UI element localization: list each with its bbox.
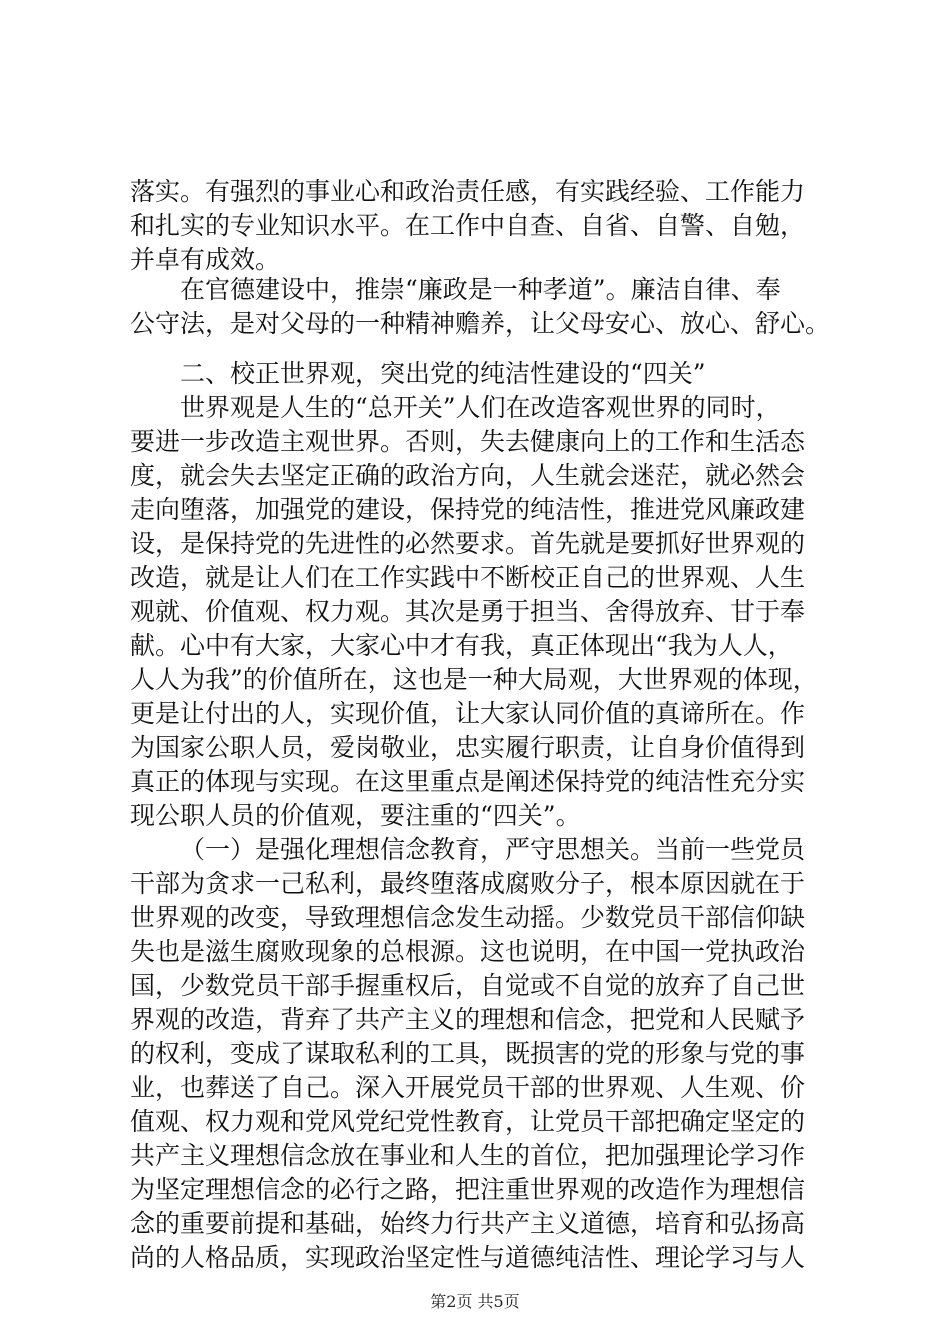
text-line: 度，就会失去坚定正确的政治方向，人生就会迷茫，就必然会	[130, 461, 806, 490]
text-line: 共产主义理想信念放在事业和人生的首位，把加强理论学习作	[130, 1141, 806, 1170]
text-line: 念的重要前提和基础，始终力行共产主义道德，培育和弘扬高	[130, 1209, 806, 1238]
text-line: 改造，就是让人们在工作实践中不断校正自己的世界观、人生	[130, 563, 806, 592]
text-line: 设，是保持党的先进性的必然要求。首先就是要抓好世界观的	[130, 529, 806, 558]
text-line: 的权利，变成了谋取私利的工具，既损害的党的形象与党的事	[130, 1039, 806, 1068]
text-line: 走向堕落，加强党的建设，保持党的纯洁性，推进党风廉政建	[130, 495, 806, 524]
text-line: 现公职人员的价值观，要注重的“四关”。	[130, 801, 581, 830]
text-line: 人人为我”的价值所在，这也是一种大局观，大世界观的体现，	[130, 665, 818, 694]
text-line: 失也是滋生腐败现象的总根源。这也说明，在中国一党执政治	[130, 937, 806, 966]
text-line: 真正的体现与实现。在这里重点是阐述保持党的纯洁性充分实	[130, 767, 806, 796]
text-line: 要进一步改造主观世界。否则，失去健康向上的工作和生活态	[130, 427, 806, 456]
text-line: 并卓有成效。	[130, 245, 281, 274]
text-line: 界观的改造，背弃了共产主义的理想和信念，把党和人民赋予	[130, 1005, 806, 1034]
text-line: 干部为贪求一己私利，最终堕落成腐败分子，根本原因就在于	[130, 869, 806, 898]
text-line: 国，少数党员干部手握重权后，自觉或不自觉的放弃了自己世	[130, 971, 806, 1000]
page-indicator: 第2页 共5页	[430, 1292, 520, 1311]
text-line: 为国家公职人员，爱岗敬业，忠实履行职责，让自身价值得到	[130, 733, 806, 762]
text-line: 为坚定理想信念的必行之路，把注重世界观的改造作为理想信	[130, 1175, 806, 1204]
text-line: 献。心中有大家，大家心中才有我，真正体现出“我为人人，	[130, 631, 793, 660]
paragraph-start-line: 在官德建设中，推崇“廉政是一种孝道”。廉洁自律、奉	[180, 275, 781, 304]
text-line: 公守法，是对父母的一种精神赡养，让父母安心、放心、舒心。	[130, 309, 831, 338]
text-line: 更是让付出的人，实现价值，让大家认同价值的真谛所在。作	[130, 699, 806, 728]
text-line: 尚的人格品质，实现政治坚定性与道德纯洁性、理论学习与人	[130, 1243, 806, 1272]
text-line: 和扎实的专业知识水平。在工作中自查、自省、自警、自勉，	[130, 211, 806, 240]
text-line: 世界观的改变，导致理想信念发生动摇。少数党员干部信仰缺	[130, 903, 806, 932]
paragraph-start-line: （一）是强化理想信念教育，严守思想关。当前一些党员	[180, 835, 806, 864]
paragraph-start-line: 世界观是人生的“总开关”人们在改造客观世界的同时，	[180, 393, 781, 422]
text-line: 值观、权力观和党风党纪党性教育，让党员干部把确定坚定的	[130, 1107, 806, 1136]
text-line: 观就、价值观、权力观。其次是勇于担当、舍得放弃、甘于奉	[130, 597, 806, 626]
section-heading: 二、校正世界观，突出党的纯洁性建设的“四关”	[180, 359, 706, 388]
text-line: 落实。有强烈的事业心和政治责任感，有实践经验、工作能力	[130, 177, 806, 206]
text-line: 业，也葬送了自己。深入开展党员干部的世界观、人生观、价	[130, 1073, 806, 1102]
